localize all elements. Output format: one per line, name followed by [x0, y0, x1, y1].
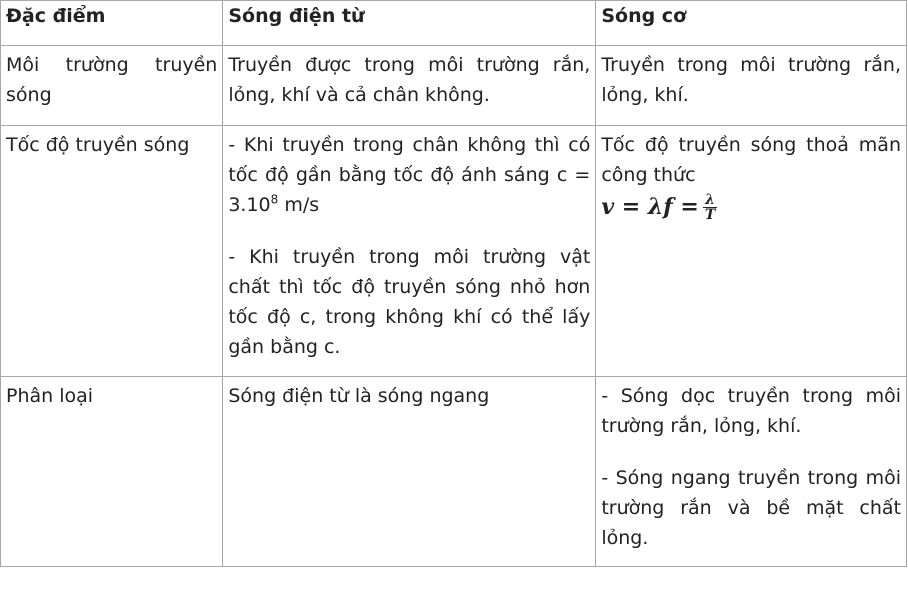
speed-formula — [601, 190, 717, 224]
formula-main: v = λf = — [601, 194, 699, 220]
table-header-row — [1, 1, 907, 46]
feature-cell: Phân loại — [1, 377, 223, 567]
em-wave-cell: Sóng điện từ là sóng ngang — [223, 377, 596, 567]
em-wave-cell: Truyền được trong môi trường rắn, lỏng, khí và cả chân không. — [223, 46, 596, 126]
header-mech-wave: Sóng cơ — [596, 1, 907, 46]
mech-wave-cell: Truyền trong môi trường rắn, lỏng, khí. — [596, 46, 907, 126]
table-row — [1, 126, 907, 377]
em-speed-vacuum — [228, 130, 590, 220]
header-feature: Đặc điểm — [1, 1, 223, 46]
table-row — [1, 377, 907, 567]
formula-fraction — [703, 193, 717, 222]
fraction-denominator: T — [704, 206, 716, 223]
table-row — [1, 46, 907, 126]
feature-cell: Môi trường truyền sóng — [1, 46, 223, 126]
fraction-numerator: λ — [705, 191, 715, 208]
mech-speed-text: Tốc độ truyền sóng thoả mãn công thức — [601, 134, 901, 186]
exponent: 8 — [270, 192, 279, 207]
em-speed-medium: - Khi truyền trong môi trường vật chất thì tốc độ truyền sóng nhỏ hơn tốc độ c, trong không khí có thể lấy gần bằng c. — [228, 246, 591, 358]
mech-wave-cell — [596, 377, 907, 567]
feature-cell: Tốc độ truyền sóng — [1, 126, 223, 377]
transverse-wave-text: - Sóng ngang truyền trong môi trường rắn và bề mặt chất lỏng. — [601, 467, 901, 549]
header-em-wave: Sóng điện từ — [223, 1, 596, 46]
em-speed-vacuum-text: - Khi truyền trong chân không thì có tốc độ gần bằng tốc độ ánh sáng c = 3.10 — [228, 134, 591, 216]
mech-wave-cell — [596, 126, 907, 377]
em-speed-unit: m/s — [278, 194, 320, 216]
em-wave-cell — [223, 126, 596, 377]
longitudinal-wave-text: - Sóng dọc truyền trong môi trường rắn, lỏng, khí. — [601, 385, 901, 437]
